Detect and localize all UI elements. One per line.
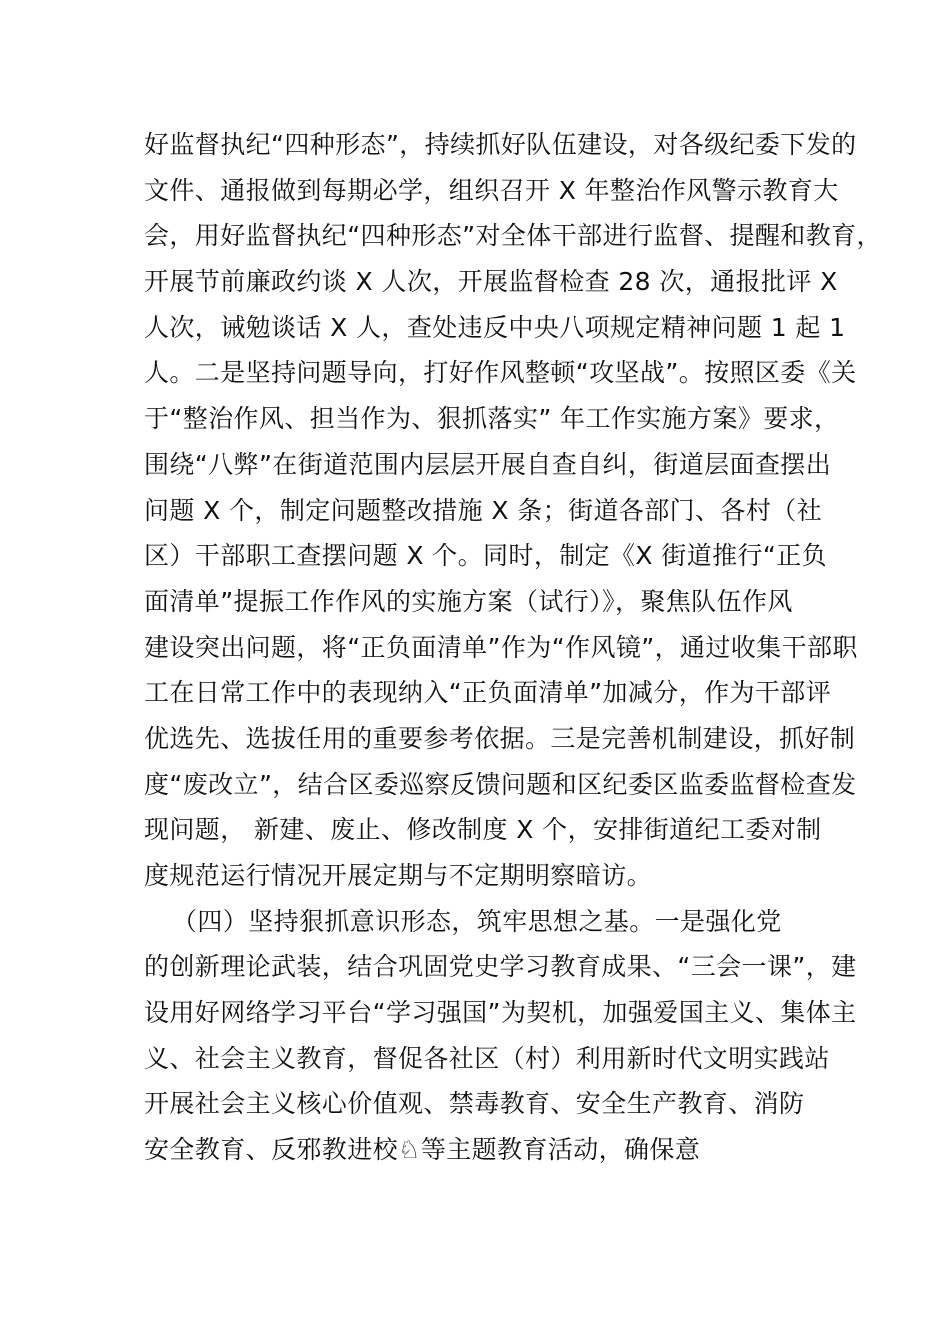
body-text <box>144 122 882 1173</box>
text-line: 度“废改立”，结合区委巡察反馈问题和区纪委区监委监督检查发 <box>144 769 857 799</box>
text-line: 人。二是坚持问题导向，打好作风整顿“攻坚战”。按照区委《关 <box>144 358 857 388</box>
text-line: 文件、通报做到每期必学，组织召开 X 年整治作风警示教育大 <box>144 175 839 205</box>
text-line: 义、社会主义教育，督促各社区（村）利用新时代文明实践站 <box>144 1043 830 1073</box>
section-heading-line: （四）坚持狠抓意识形态，筑牢思想之基。一是强化党 <box>172 906 782 936</box>
text-line: 人次，诫勉谈话 X 人，查处违反中央八项规定精神问题 1 起 1 <box>144 312 846 342</box>
text-line: 优选先、选拔任用的重要参考依据。三是完善机制建设，抓好制 <box>144 723 856 753</box>
text-line: 围绕“八弊”在街道范围内层层开展自查自纠，街道层面查摆出 <box>144 449 832 479</box>
text-line: 问题 X 个，制定问题整改措施 X 条；街道各部门、各村（社 <box>144 495 823 525</box>
text-line: 的创新理论武装，结合巩固党史学习教育成果、“三会一课”，建 <box>144 952 857 982</box>
text-line: 面清单”提振工作作风的实施方案（试行）》，聚焦队伍作风 <box>144 586 793 616</box>
text-line: 于“整治作风、担当作为、狠抓落实” 年工作实施方案》要求， <box>144 404 840 434</box>
text-line: 开展节前廉政约谈 X 人次，开展监督检查 28 次，通报批评 X <box>144 267 838 297</box>
text-line: 工在日常工作中的表现纳入“正负面清单”加减分，作为干部评 <box>144 678 832 708</box>
text-line: 会，用好监督执纪“四种形态”对全体干部进行监督、提醒和教育， <box>144 221 882 251</box>
text-line: 现问题， 新建、废止、修改制度 X 个，安排街道纪工委对制 <box>144 815 822 845</box>
text-line: 好监督执纪“四种形态”，持续抓好队伍建设，对各级纪委下发的 <box>144 130 857 159</box>
text-line: 开展社会主义核心价值观、禁毒教育、安全生产教育、消防 <box>144 1089 805 1119</box>
text-line: 度规范运行情况开展定期与不定期明察暗访。 <box>144 861 653 890</box>
text-line: 设用好网络学习平台“学习强国”为契机，加强爱国主义、集体主 <box>144 998 857 1028</box>
text-line: 区）干部职工查摆问题 X 个。同时，制定《X 街道推行“正负 <box>144 541 828 571</box>
text-line: 安全教育、反邪教进校♘等主题教育活动，确保意 <box>144 1135 701 1165</box>
text-line: 建设突出问题，将“正负面清单”作为“作风镜”，通过收集干部职 <box>144 632 858 662</box>
